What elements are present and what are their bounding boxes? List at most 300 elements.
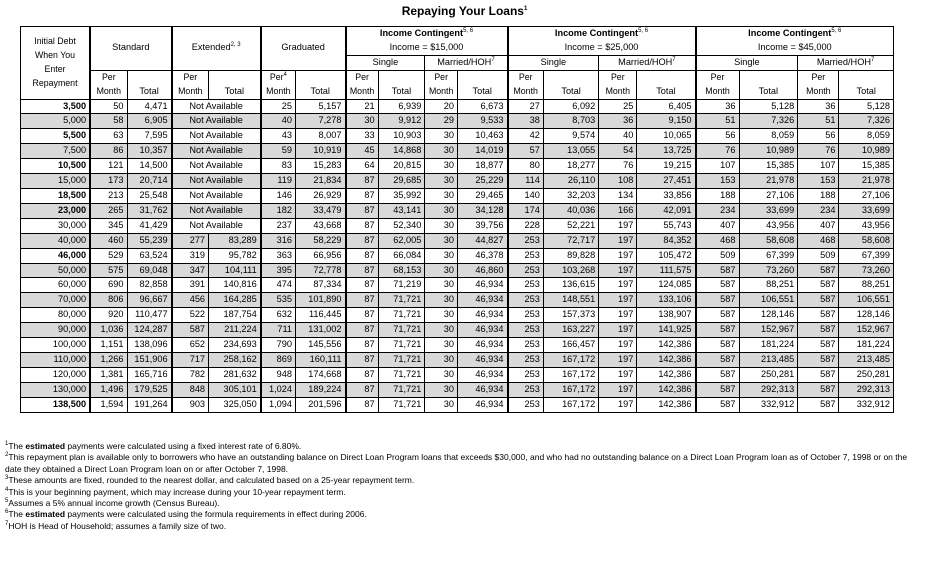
total-cell: 181,224 xyxy=(839,338,894,353)
per-month-cell: 535 xyxy=(261,293,296,308)
per-month-cell: 30 xyxy=(425,308,458,323)
total-cell: 292,313 xyxy=(839,382,894,397)
total-cell: 21,978 xyxy=(739,174,798,189)
per-month-cell: 711 xyxy=(261,323,296,338)
per-month-cell: 87 xyxy=(346,233,379,248)
total-cell: 21,978 xyxy=(839,174,894,189)
total-cell: 9,912 xyxy=(378,114,425,129)
header-subcolumns xyxy=(21,70,894,99)
table-row xyxy=(21,174,894,189)
per-month-cell: 114 xyxy=(508,174,544,189)
total-cell: 142,386 xyxy=(637,397,696,412)
total-cell: 15,283 xyxy=(296,159,346,174)
total-cell: 104,111 xyxy=(209,263,261,278)
header-total: Total xyxy=(296,70,346,99)
table-row xyxy=(21,218,894,233)
per-month-cell: 42 xyxy=(508,129,544,144)
header-single-45000: Single xyxy=(696,55,798,70)
total-cell: 10,989 xyxy=(739,144,798,159)
header-single-15000: Single xyxy=(346,55,425,70)
page-title: Repaying Your Loans$^1$ xyxy=(401,4,528,18)
per-month-cell: 587 xyxy=(798,367,839,382)
total-cell: 250,281 xyxy=(739,367,798,382)
per-month-cell: 869 xyxy=(261,352,296,367)
total-cell: 167,172 xyxy=(543,352,598,367)
total-cell: 141,925 xyxy=(637,323,696,338)
not-available-cell: Not Available xyxy=(172,114,261,129)
per-month-cell: 456 xyxy=(172,293,209,308)
per-month-cell: 316 xyxy=(261,233,296,248)
total-cell: 83,289 xyxy=(209,233,261,248)
footnotes xyxy=(5,441,920,532)
per-month-cell: 30 xyxy=(425,352,458,367)
per-month-cell: 587 xyxy=(696,367,739,382)
per-month-cell: 182 xyxy=(261,203,296,218)
total-cell: 27,106 xyxy=(739,188,798,203)
total-cell: 5,128 xyxy=(739,99,798,114)
per-month-cell: 782 xyxy=(172,367,209,382)
total-cell: 67,399 xyxy=(739,248,798,263)
table-row xyxy=(21,188,894,203)
total-cell: 71,721 xyxy=(378,367,425,382)
header-married-15000: Married/HOH$^7$ xyxy=(425,55,508,70)
per-month-cell: 33 xyxy=(346,129,379,144)
per-month-cell: 1,024 xyxy=(261,382,296,397)
total-cell: 35,992 xyxy=(378,188,425,203)
table-row xyxy=(21,248,894,263)
per-month-cell: 83 xyxy=(261,159,296,174)
total-cell: 128,146 xyxy=(839,308,894,323)
total-cell: 33,856 xyxy=(637,188,696,203)
total-cell: 9,574 xyxy=(543,129,598,144)
total-cell: 258,162 xyxy=(209,352,261,367)
per-month-cell: 253 xyxy=(508,367,544,382)
total-cell: 332,912 xyxy=(739,397,798,412)
total-cell: 101,890 xyxy=(296,293,346,308)
total-cell: 281,632 xyxy=(209,367,261,382)
total-cell: 6,405 xyxy=(637,99,696,114)
per-month-cell: 30 xyxy=(425,382,458,397)
total-cell: 27,451 xyxy=(637,174,696,189)
per-month-cell: 30 xyxy=(425,159,458,174)
per-month-cell: 587 xyxy=(798,293,839,308)
per-month-cell: 253 xyxy=(508,397,544,412)
per-month-cell: 87 xyxy=(346,248,379,263)
total-cell: 10,989 xyxy=(839,144,894,159)
per-month-cell: 87 xyxy=(346,338,379,353)
total-cell: 29,685 xyxy=(378,174,425,189)
total-cell: 40,036 xyxy=(543,203,598,218)
per-month-cell: 587 xyxy=(696,293,739,308)
total-cell: 5,157 xyxy=(296,99,346,114)
total-cell: 7,326 xyxy=(739,114,798,129)
per-month-cell: 40 xyxy=(261,114,296,129)
per-month-cell: 30 xyxy=(425,397,458,412)
initial-debt-cell: 130,000 xyxy=(21,382,91,397)
total-cell: 87,334 xyxy=(296,278,346,293)
loan-repayment-table xyxy=(20,26,894,413)
per-month-cell: 54 xyxy=(599,144,637,159)
per-month-cell: 30 xyxy=(425,144,458,159)
total-cell: 7,326 xyxy=(839,114,894,129)
per-month-cell: 30 xyxy=(425,233,458,248)
total-cell: 46,934 xyxy=(457,293,507,308)
per-month-cell: 119 xyxy=(261,174,296,189)
total-cell: 19,215 xyxy=(637,159,696,174)
table-row xyxy=(21,293,894,308)
header-per-month: Per Month xyxy=(425,70,458,99)
total-cell: 96,667 xyxy=(127,293,172,308)
per-month-cell: 587 xyxy=(696,323,739,338)
total-cell: 26,929 xyxy=(296,188,346,203)
total-cell: 166,457 xyxy=(543,338,598,353)
table-row xyxy=(21,338,894,353)
per-month-cell: 51 xyxy=(798,114,839,129)
total-cell: 211,224 xyxy=(209,323,261,338)
initial-debt-cell: 60,000 xyxy=(21,278,91,293)
per-month-cell: 253 xyxy=(508,323,544,338)
per-month-cell: 153 xyxy=(696,174,739,189)
total-cell: 31,762 xyxy=(127,203,172,218)
initial-debt-cell: 50,000 xyxy=(21,263,91,278)
per-month-cell: 522 xyxy=(172,308,209,323)
total-cell: 46,934 xyxy=(457,338,507,353)
per-month-cell: 30 xyxy=(425,174,458,189)
per-month-cell: 587 xyxy=(798,308,839,323)
total-cell: 201,596 xyxy=(296,397,346,412)
per-month-cell: 30 xyxy=(425,248,458,263)
per-month-cell: 36 xyxy=(798,99,839,114)
per-month-cell: 253 xyxy=(508,308,544,323)
total-cell: 6,905 xyxy=(127,114,172,129)
header-per-month: Per Month xyxy=(508,70,544,99)
total-cell: 26,110 xyxy=(543,174,598,189)
total-cell: 133,106 xyxy=(637,293,696,308)
per-month-cell: 587 xyxy=(798,323,839,338)
table-row xyxy=(21,323,894,338)
per-month-cell: 529 xyxy=(90,248,127,263)
per-month-cell: 407 xyxy=(798,218,839,233)
per-month-cell: 587 xyxy=(696,397,739,412)
table-row xyxy=(21,99,894,114)
total-cell: 20,815 xyxy=(378,159,425,174)
per-month-cell: 395 xyxy=(261,263,296,278)
total-cell: 39,756 xyxy=(457,218,507,233)
table-header xyxy=(21,27,894,100)
header-graduated: Graduated xyxy=(261,27,346,71)
per-month-cell: 87 xyxy=(346,367,379,382)
total-cell: 71,721 xyxy=(378,397,425,412)
per-month-cell: 197 xyxy=(599,248,637,263)
total-cell: 71,721 xyxy=(378,338,425,353)
total-cell: 46,860 xyxy=(457,263,507,278)
per-month-cell: 146 xyxy=(261,188,296,203)
header-total: Total xyxy=(457,70,507,99)
total-cell: 189,224 xyxy=(296,382,346,397)
per-month-cell: 188 xyxy=(798,188,839,203)
table-row xyxy=(21,263,894,278)
total-cell: 27,106 xyxy=(839,188,894,203)
per-month-cell: 253 xyxy=(508,263,544,278)
per-month-cell: 197 xyxy=(599,293,637,308)
initial-debt-cell: 15,000 xyxy=(21,174,91,189)
total-cell: 62,005 xyxy=(378,233,425,248)
total-cell: 46,934 xyxy=(457,308,507,323)
per-month-cell: 587 xyxy=(798,352,839,367)
per-month-cell: 920 xyxy=(90,308,127,323)
per-month-cell: 87 xyxy=(346,263,379,278)
per-month-cell: 197 xyxy=(599,263,637,278)
total-cell: 8,059 xyxy=(839,129,894,144)
per-month-cell: 197 xyxy=(599,382,637,397)
per-month-cell: 50 xyxy=(90,99,127,114)
total-cell: 106,551 xyxy=(839,293,894,308)
per-month-cell: 59 xyxy=(261,144,296,159)
header-total: Total xyxy=(739,70,798,99)
not-available-cell: Not Available xyxy=(172,174,261,189)
header-total: Total xyxy=(378,70,425,99)
per-month-cell: 80 xyxy=(508,159,544,174)
total-cell: 140,816 xyxy=(209,278,261,293)
total-cell: 8,703 xyxy=(543,114,598,129)
total-cell: 33,699 xyxy=(839,203,894,218)
total-cell: 9,533 xyxy=(457,114,507,129)
header-total: Total xyxy=(127,70,172,99)
total-cell: 46,934 xyxy=(457,367,507,382)
total-cell: 325,050 xyxy=(209,397,261,412)
total-cell: 179,525 xyxy=(127,382,172,397)
total-cell: 34,128 xyxy=(457,203,507,218)
total-cell: 33,699 xyxy=(739,203,798,218)
total-cell: 10,357 xyxy=(127,144,172,159)
per-month-cell: 265 xyxy=(90,203,127,218)
total-cell: 69,048 xyxy=(127,263,172,278)
total-cell: 174,668 xyxy=(296,367,346,382)
total-cell: 332,912 xyxy=(839,397,894,412)
total-cell: 32,203 xyxy=(543,188,598,203)
per-month-cell: 107 xyxy=(696,159,739,174)
total-cell: 88,251 xyxy=(739,278,798,293)
per-month-cell: 64 xyxy=(346,159,379,174)
total-cell: 138,096 xyxy=(127,338,172,353)
header-total: Total xyxy=(209,70,261,99)
per-month-cell: 76 xyxy=(798,144,839,159)
per-month-cell: 87 xyxy=(346,352,379,367)
header-per-month: Per Month xyxy=(798,70,839,99)
per-month-cell: 87 xyxy=(346,382,379,397)
total-cell: 234,693 xyxy=(209,338,261,353)
table-row xyxy=(21,203,894,218)
total-cell: 58,608 xyxy=(739,233,798,248)
total-cell: 43,141 xyxy=(378,203,425,218)
per-month-cell: 87 xyxy=(346,278,379,293)
per-month-cell: 166 xyxy=(599,203,637,218)
total-cell: 71,219 xyxy=(378,278,425,293)
per-month-cell: 197 xyxy=(599,233,637,248)
total-cell: 10,903 xyxy=(378,129,425,144)
per-month-cell: 391 xyxy=(172,278,209,293)
per-month-cell: 43 xyxy=(261,129,296,144)
per-month-cell: 56 xyxy=(696,129,739,144)
per-month-cell: 134 xyxy=(599,188,637,203)
header-single-25000: Single xyxy=(508,55,599,70)
total-cell: 66,956 xyxy=(296,248,346,263)
footnote: $^4$This is your beginning payment, which may increase during your 10-year repayment term. xyxy=(5,486,346,497)
total-cell: 95,782 xyxy=(209,248,261,263)
per-month-cell: 56 xyxy=(798,129,839,144)
total-cell: 46,934 xyxy=(457,382,507,397)
total-cell: 68,153 xyxy=(378,263,425,278)
per-month-cell: 253 xyxy=(508,248,544,263)
total-cell: 21,834 xyxy=(296,174,346,189)
per-month-cell: 228 xyxy=(508,218,544,233)
total-cell: 250,281 xyxy=(839,367,894,382)
total-cell: 58,229 xyxy=(296,233,346,248)
per-month-cell: 87 xyxy=(346,174,379,189)
total-cell: 142,386 xyxy=(637,338,696,353)
per-month-cell: 509 xyxy=(696,248,739,263)
table-row xyxy=(21,352,894,367)
total-cell: 165,716 xyxy=(127,367,172,382)
total-cell: 46,378 xyxy=(457,248,507,263)
per-month-cell: 587 xyxy=(798,278,839,293)
initial-debt-cell: 120,000 xyxy=(21,367,91,382)
table-row xyxy=(21,308,894,323)
per-month-cell: 632 xyxy=(261,308,296,323)
total-cell: 148,551 xyxy=(543,293,598,308)
total-cell: 84,352 xyxy=(637,233,696,248)
table-row xyxy=(21,278,894,293)
total-cell: 55,239 xyxy=(127,233,172,248)
total-cell: 72,778 xyxy=(296,263,346,278)
total-cell: 110,477 xyxy=(127,308,172,323)
per-month-cell: 38 xyxy=(508,114,544,129)
total-cell: 305,101 xyxy=(209,382,261,397)
not-available-cell: Not Available xyxy=(172,144,261,159)
per-month-cell: 21 xyxy=(346,99,379,114)
total-cell: 71,721 xyxy=(378,308,425,323)
per-month-cell: 848 xyxy=(172,382,209,397)
total-cell: 41,429 xyxy=(127,218,172,233)
total-cell: 6,092 xyxy=(543,99,598,114)
per-month-cell: 253 xyxy=(508,278,544,293)
total-cell: 10,065 xyxy=(637,129,696,144)
header-per-month: Per Month xyxy=(599,70,637,99)
table-row xyxy=(21,129,894,144)
per-month-cell: 40 xyxy=(599,129,637,144)
per-month-cell: 587 xyxy=(798,397,839,412)
total-cell: 131,002 xyxy=(296,323,346,338)
per-month-cell: 806 xyxy=(90,293,127,308)
footnote: $^3$These amounts are fixed, rounded to the nearest dollar, and calculated based on a 25-year repayment term. xyxy=(5,475,415,486)
header-per-month: Per Month xyxy=(90,70,127,99)
initial-debt-cell: 10,500 xyxy=(21,159,91,174)
total-cell: 157,373 xyxy=(543,308,598,323)
total-cell: 71,721 xyxy=(378,323,425,338)
table-row xyxy=(21,397,894,412)
per-month-cell: 509 xyxy=(798,248,839,263)
per-month-cell: 174 xyxy=(508,203,544,218)
initial-debt-cell: 5,000 xyxy=(21,114,91,129)
not-available-cell: Not Available xyxy=(172,203,261,218)
footnote: $^7$HOH is Head of Household; assumes a family size of two. xyxy=(5,520,227,531)
per-month-cell: 36 xyxy=(599,114,637,129)
initial-debt-cell: 18,500 xyxy=(21,188,91,203)
initial-debt-cell: 70,000 xyxy=(21,293,91,308)
total-cell: 20,714 xyxy=(127,174,172,189)
total-cell: 63,524 xyxy=(127,248,172,263)
total-cell: 88,251 xyxy=(839,278,894,293)
total-cell: 292,313 xyxy=(739,382,798,397)
per-month-cell: 587 xyxy=(696,338,739,353)
per-month-cell: 575 xyxy=(90,263,127,278)
total-cell: 145,556 xyxy=(296,338,346,353)
per-month-cell: 30 xyxy=(425,323,458,338)
per-month-cell: 197 xyxy=(599,352,637,367)
per-month-cell: 587 xyxy=(798,263,839,278)
per-month-cell: 27 xyxy=(508,99,544,114)
total-cell: 6,673 xyxy=(457,99,507,114)
total-cell: 181,224 xyxy=(739,338,798,353)
initial-debt-cell: 46,000 xyxy=(21,248,91,263)
total-cell: 71,721 xyxy=(378,352,425,367)
per-month-cell: 1,381 xyxy=(90,367,127,382)
per-month-cell: 363 xyxy=(261,248,296,263)
total-cell: 13,725 xyxy=(637,144,696,159)
per-month-cell: 903 xyxy=(172,397,209,412)
per-month-cell: 717 xyxy=(172,352,209,367)
per-month-cell: 30 xyxy=(425,263,458,278)
per-month-cell: 51 xyxy=(696,114,739,129)
per-month-cell: 63 xyxy=(90,129,127,144)
per-month-cell: 237 xyxy=(261,218,296,233)
not-available-cell: Not Available xyxy=(172,188,261,203)
total-cell: 8,059 xyxy=(739,129,798,144)
per-month-cell: 1,036 xyxy=(90,323,127,338)
per-month-cell: 140 xyxy=(508,188,544,203)
total-cell: 15,385 xyxy=(739,159,798,174)
total-cell: 25,229 xyxy=(457,174,507,189)
total-cell: 116,445 xyxy=(296,308,346,323)
per-month-cell: 197 xyxy=(599,308,637,323)
per-month-cell: 407 xyxy=(696,218,739,233)
per-month-cell: 188 xyxy=(696,188,739,203)
footnote: $^5$Assumes a 5% annual income growth (Census Bureau). xyxy=(5,498,220,509)
not-available-cell: Not Available xyxy=(172,159,261,174)
per-month-cell: 587 xyxy=(696,352,739,367)
per-month-cell: 197 xyxy=(599,278,637,293)
total-cell: 43,956 xyxy=(739,218,798,233)
header-total: Total xyxy=(543,70,598,99)
initial-debt-cell: 3,500 xyxy=(21,99,91,114)
total-cell: 52,221 xyxy=(543,218,598,233)
total-cell: 14,868 xyxy=(378,144,425,159)
per-month-cell: 1,151 xyxy=(90,338,127,353)
total-cell: 72,717 xyxy=(543,233,598,248)
header-income-contingent-45000: Income Contingent$^{5, 6}$ Income = $45,000 xyxy=(696,27,894,56)
total-cell: 124,085 xyxy=(637,278,696,293)
total-cell: 167,172 xyxy=(543,382,598,397)
footnote: $^6$The estimated payments were calculated using the formula requirements in effect during 2006. xyxy=(5,509,367,520)
header-per-month: Per Month xyxy=(696,70,739,99)
table-row xyxy=(21,114,894,129)
total-cell: 167,172 xyxy=(543,397,598,412)
per-month-cell: 20 xyxy=(425,99,458,114)
per-month-cell: 253 xyxy=(508,338,544,353)
table-row xyxy=(21,144,894,159)
total-cell: 138,907 xyxy=(637,308,696,323)
total-cell: 103,268 xyxy=(543,263,598,278)
